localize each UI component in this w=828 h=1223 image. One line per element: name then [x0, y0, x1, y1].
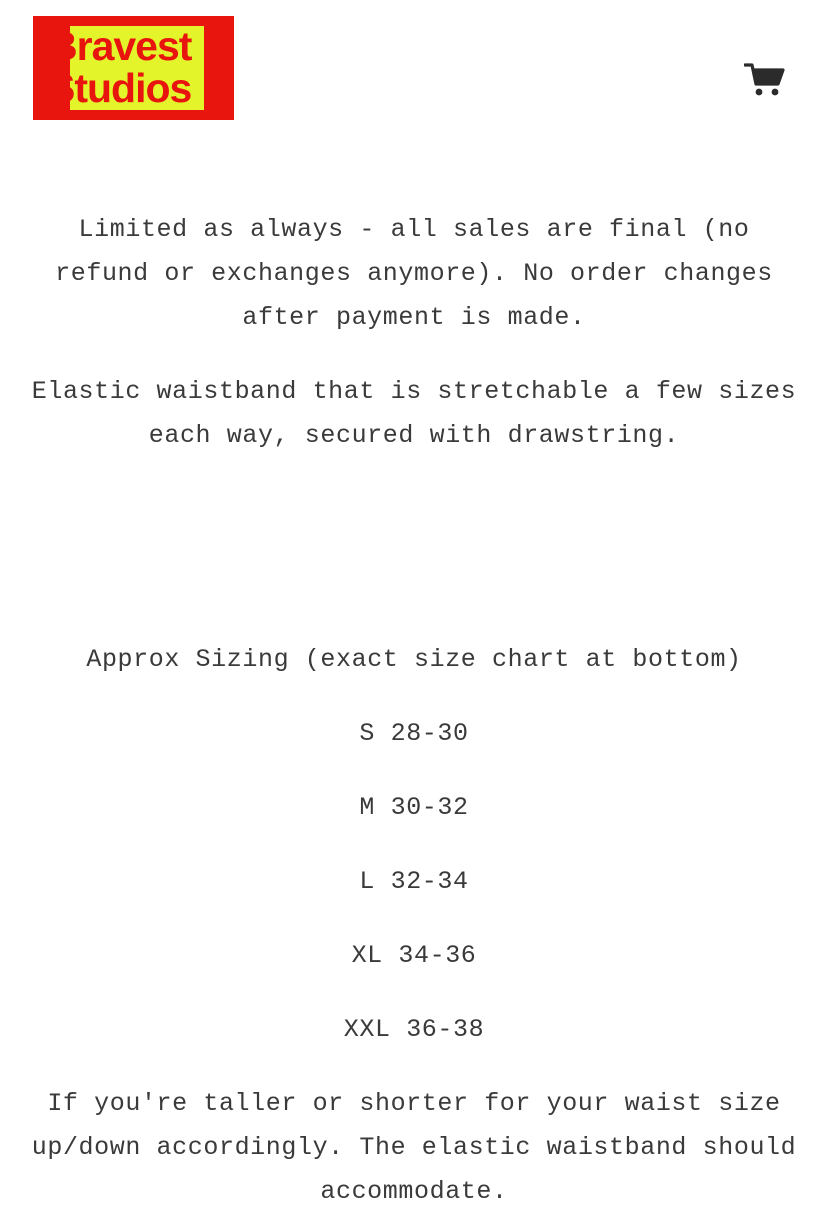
- cart-icon-graphic: [744, 62, 786, 98]
- logo-line-2: Studios: [48, 65, 192, 111]
- brand-logo[interactable]: [33, 16, 234, 120]
- cart-icon[interactable]: [744, 62, 786, 98]
- sales-notice: [0, 208, 828, 340]
- fit-note-text: If you're taller or shorter for your waist size up/down accordingly. The elastic waistband should accommodate.: [31, 1089, 797, 1206]
- sales-notice-text: Limited as always - all sales are final (no refund or exchanges anymore). No order changes after payment is made.: [55, 215, 773, 332]
- fit-note: [0, 1082, 828, 1214]
- logo-wordmark: [48, 25, 191, 109]
- size-item-s: S 28-30: [359, 719, 469, 748]
- site-header: [0, 0, 828, 150]
- waistband-info-text: Elastic waistband that is stretchable a few sizes each way, secured with drawstring.: [31, 377, 797, 450]
- sizing-title: Approx Sizing (exact size chart at bottom): [86, 645, 742, 674]
- size-item-xxl: XXL 36-38: [343, 1015, 485, 1044]
- logo-right-bar: [204, 26, 224, 110]
- waistband-info: [0, 370, 828, 458]
- size-item-l: L 32-34: [359, 867, 469, 896]
- size-item-xl: XL 34-36: [351, 941, 477, 970]
- size-item-m: M 30-32: [359, 793, 469, 822]
- logo-line-1: Bravest: [48, 23, 192, 69]
